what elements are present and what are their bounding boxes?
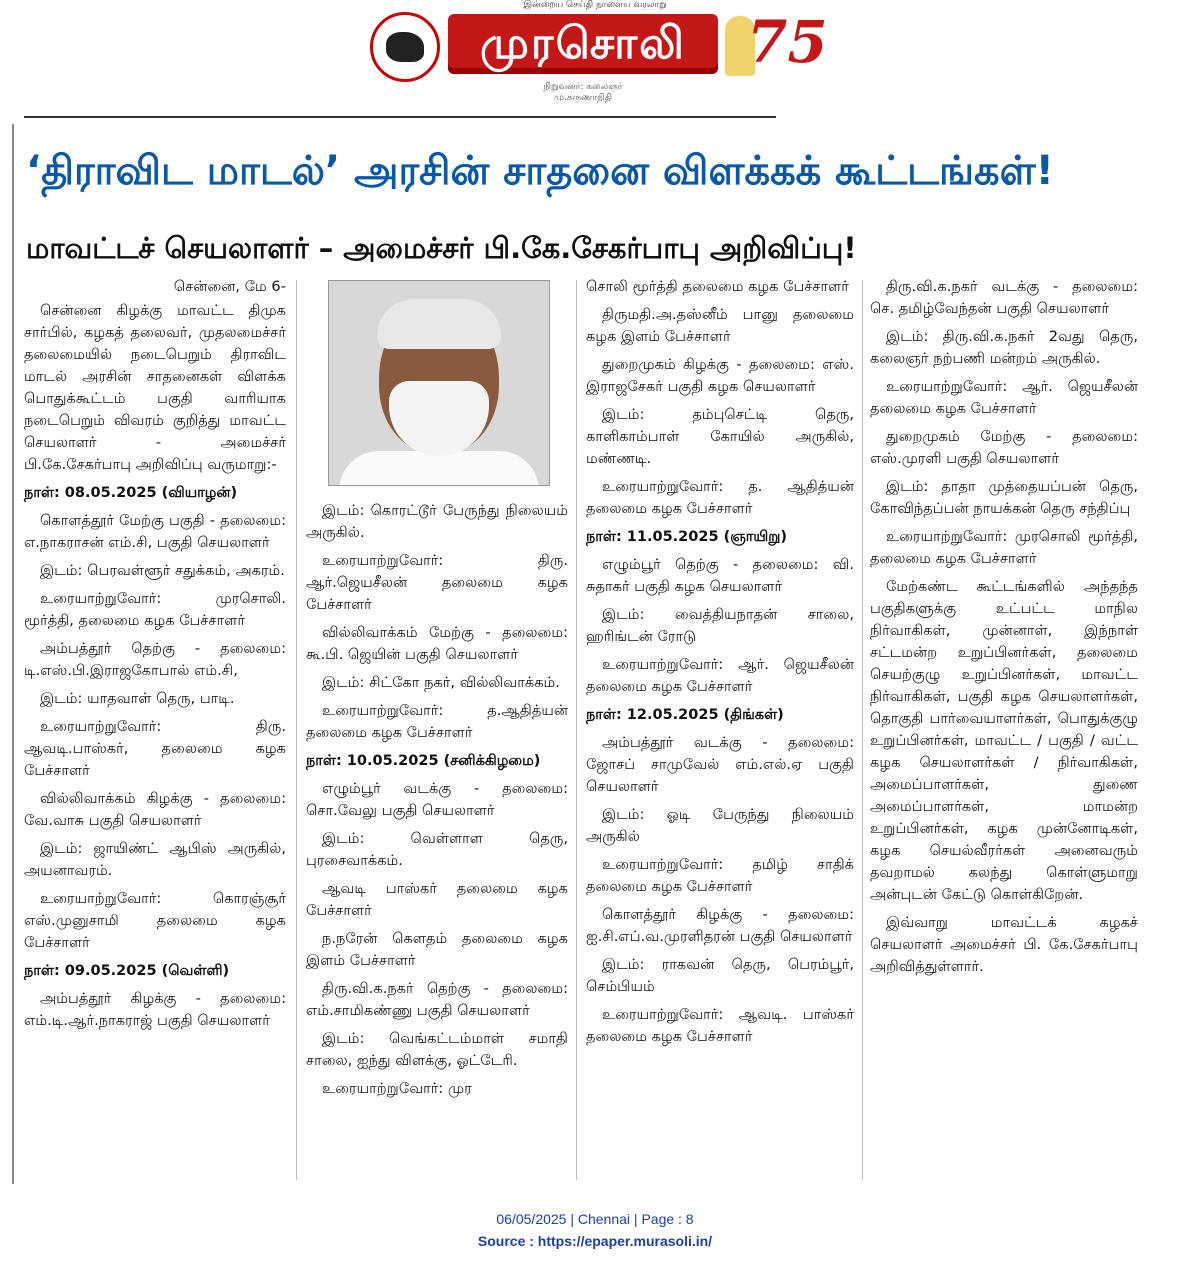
paragraph: இடம்: ராகவன் தெரு, பெரம்பூர், செம்பியம் <box>586 956 854 995</box>
paragraph: ந.நரேன் கௌதம் தலைமை கழக இளம் பேச்சாளர் <box>306 930 568 969</box>
dateline: சென்னை, மே 6- <box>173 278 286 295</box>
paragraph: கொளத்தூர் கிழக்கு - தலைமை: ஐ.சி.எப்.வ.முரளிதரன் பகுதி செயலாளர் <box>586 906 854 945</box>
paragraph: இடம்: சிட்கோ நகர், வில்லிவாக்கம். <box>322 674 560 691</box>
article-column-2 <box>306 500 568 1106</box>
anniversary-number: 75 <box>747 8 828 76</box>
margin-divider <box>12 124 14 1184</box>
paragraph: இடம்: ஓடி பேருந்து நிலையம் அருகில் <box>586 806 854 845</box>
minister-photo <box>328 280 550 486</box>
paragraph: சொலி மூர்த்தி தலைமை கழக பேச்சாளர் <box>586 278 849 295</box>
paragraph: வில்லிவாக்கம் மேற்கு - தலைமை: கூ.பி. ஜெயின் பகுதி செயலாளர் <box>306 624 568 663</box>
paragraph: திரு.வி.க.நகர் தெற்கு - தலைமை: எம்.சாமிகண்ணு பகுதி செயலாளர் <box>306 980 568 1019</box>
footer-date-page: 06/05/2025 | Chennai | Page : 8 <box>496 1211 694 1227</box>
meeting-date: நாள்: 12.05.2025 (திங்கள்) <box>586 707 784 723</box>
paragraph: உரையாற்றுவோர்: ஆர். ஜெயசீலன் தலைமை கழக பேச்சாளர் <box>586 656 854 695</box>
top-divider <box>24 116 776 118</box>
subheadline: மாவட்டச் செயலாளர் – அமைச்சர் பி.கே.சேகர்பாபு அறிவிப்பு! <box>26 231 857 265</box>
headline: ‘திராவிட மாடல்’ அரசின் சாதனை விளக்கக் கூட்டங்கள்! <box>26 148 1054 194</box>
article-column-1 <box>24 276 286 1038</box>
paragraph: இடம்: யாதவாள் தெரு, பாடி. <box>40 690 235 707</box>
meeting-date: நாள்: 10.05.2025 (சனிக்கிழமை) <box>306 753 541 769</box>
footer-source-link[interactable]: Source : https://epaper.murasoli.in/ <box>477 1233 713 1249</box>
meeting-date: நாள்: 09.05.2025 (வெள்ளி) <box>24 963 230 979</box>
party-emblem-icon <box>370 12 440 82</box>
paragraph: துறைமுகம் கிழக்கு - தலைமை: எஸ். இராஜசேகர் பகுதி கழக செயலாளர் <box>586 356 854 395</box>
column-divider <box>576 280 577 1180</box>
masthead-tagline: இன்றைய செய்தி நாளைய வரலாறு <box>523 0 667 10</box>
paragraph: உரையாற்றுவோர்: த. ஆதித்யன் தலைமை கழக பேச்சாளர் <box>586 478 854 517</box>
paragraph: இடம்: ஜாயிண்ட் ஆபிஸ் அருகில், அயனாவரம். <box>24 840 286 879</box>
anniversary-badge <box>725 8 828 88</box>
paragraph: இடம்: வைத்தியநாதன் சாலை, ஹரிங்டன் ரோடு <box>586 606 854 645</box>
paragraph: இடம்: தம்புசெட்டி தெரு, காளிகாம்பாள் கோயில் அருகில், மண்ணடி. <box>586 406 854 467</box>
paragraph: எழும்பூர் வடக்கு - தலைமை: சொ.வேலு பகுதி செயலாளர் <box>306 780 568 819</box>
paragraph: எழும்பூர் தெற்கு - தலைமை: வி. சுதாகர் பகுதி கழக செயலாளர் <box>586 556 854 595</box>
meeting-date: நாள்: 11.05.2025 (ஞாயிறு) <box>586 529 787 545</box>
meeting-date: நாள்: 08.05.2025 (வியாழன்) <box>24 485 238 501</box>
paragraph: இடம்: திரு.வி.க.நகர் 2வது தெரு, கலைஞர் நற்பணி மன்றம் அருகில். <box>870 328 1138 367</box>
paragraph: அம்பத்தூர் வடக்கு - தலைமை: ஜோசப் சாமுவேல் எம்.எல்.ஏ பகுதி செயலாளர் <box>586 734 854 795</box>
paragraph: உரையாற்றுவோர்: முரசொலி மூர்த்தி, தலைமை கழக பேச்சாளர் <box>870 528 1138 567</box>
newspaper-logo: முரசொலி <box>448 14 718 74</box>
paragraph: உரையாற்றுவோர்: முர <box>322 1080 472 1097</box>
paragraph: உரையாற்றுவோர்: ஆர். ஜெயசீலன் தலைமை கழக பேச்சாளர் <box>870 378 1138 417</box>
column-divider <box>862 280 863 1180</box>
paragraph: இடம்: பெரவள்ளூர் சதுக்கம், அகரம். <box>40 562 285 579</box>
paragraph: இடம்: கொரட்டூர் பேருந்து நிலையம் அருகில். <box>306 502 568 541</box>
logo-subtitle: நிறுவனர்: கலைஞர் மு.கருணாநிதி <box>543 82 623 103</box>
paragraph: உரையாற்றுவோர்: த.ஆதித்யன் தலைமை கழக பேச்சாளர் <box>306 702 568 741</box>
paragraph: வில்லிவாக்கம் கிழக்கு - தலைமை: வே.வாசு பகுதி செயலாளர் <box>24 790 286 829</box>
paragraph: கொளத்தூர் மேற்கு பகுதி - தலைமை: எ.நாகராசன் எம்.சி, பகுதி செயலாளர் <box>24 512 286 551</box>
paragraph: உரையாற்றுவோர்: தமிழ் சாதிக் தலைமை கழக பேச்சாளர் <box>586 856 854 895</box>
paragraph: உரையாற்றுவோர்: திரு. ஆவடி.பாஸ்கர், தலைமை கழக பேச்சாளர் <box>24 718 286 779</box>
paragraph: அம்பத்தூர் தெற்கு - தலைமை: டி.எஸ்.பி.இராஜகோபால் எம்.சி, <box>24 640 286 679</box>
paragraph: இடம்: வெங்கட்டம்மாள் சமாதி சாலை, ஐந்து விளக்கு, ஓட்டேரி. <box>306 1030 568 1069</box>
article-column-3 <box>586 276 854 1054</box>
paragraph: உரையாற்றுவோர்: முரசொலி. மூர்த்தி, தலைமை கழக பேச்சாளர் <box>24 590 286 629</box>
paragraph: திருமதி.அ.தஸ்னீம் பானு தலைமை கழக இளம் பேச்சாளர் <box>586 306 854 345</box>
paragraph: இடம்: வெள்ளாள தெரு, புரசைவாக்கம். <box>306 830 568 869</box>
paragraph: சென்னை கிழக்கு மாவட்ட திமுக சார்பில், கழகத் தலைவர், முதலமைச்சர் தலைமையில் நடைபெறும் திராவிட மாடல் அரசின் சாதனைகள் விளக்க பொதுக்கூட்டம் பகுதி வாரியாக நடைபெறும் விவரம் குறித்து மாவட்ட செயலாளர் - அமைச்சர் பி.கே.சேகர்பாபு அறிவிப்பு வருமாறு:- <box>24 302 286 473</box>
paragraph: அம்பத்தூர் கிழக்கு - தலைமை: எம்.டி.ஆர்.நாகராஜ் பகுதி செயலாளர் <box>24 990 286 1029</box>
paragraph: துறைமுகம் மேற்கு - தலைமை: எஸ்.முரளி பகுதி செயலாளர் <box>870 428 1138 467</box>
paragraph: ஆவடி பாஸ்கர் தலைமை கழக பேச்சாளர் <box>306 880 568 919</box>
page-footer <box>0 1208 1190 1252</box>
paragraph: உரையாற்றுவோர்: திரு. ஆர்.ஜெயசீலன் தலைமை கழக பேச்சாளர் <box>306 552 568 613</box>
paragraph: இவ்வாறு மாவட்டக் கழகச் செயலாளர் அமைச்சர் பி. கே.சேகர்பாபு அறிவித்துள்ளார். <box>870 914 1138 975</box>
column-divider <box>296 280 297 1180</box>
paragraph: இடம்: தாதா முத்தையப்பன் தெரு, கோவிந்தப்பன் நாயக்கன் தெரு சந்திப்பு <box>870 478 1138 517</box>
paragraph: திரு.வி.க.நகர் வடக்கு - தலைமை: செ. தமிழ்வேந்தன் பகுதி செயலாளர் <box>870 278 1138 317</box>
paragraph: மேற்கண்ட கூட்டங்களில் அந்தந்த பகுதிகளுக்கு உட்பட்ட மாநில நிர்வாகிகள், முன்னாள், இந்நாள் சட்டமன்ற உறுப்பினர்கள், தலைமை செயற்குழு உறுப்பினர்கள், மாவட்ட நிர்வாகிகள், பகுதி கழக செயலாளர்கள், தொகுதி பார்வையாளர்கள், பொதுக்குழு உறுப்பினர்கள், மாவட்ட / பகுதி / வட்ட கழக செயலாளர்கள் / நிர்வாகிகள், அமைப்பாளர்கள், துணை அமைப்பாளர்கள், மாமன்ற உறுப்பினர்கள், கழக முன்னோடிகள், கழக செயல்வீரர்கள் அனைவரும் தவறாமல் கலந்து கொள்ளுமாறு அன்புடன் கேட்டு கொள்கிறேன். <box>870 578 1138 903</box>
paragraph: உரையாற்றுவோர்: கொரஞ்சூர் எஸ்.முனுசாமி தலைமை கழக பேச்சாளர் <box>24 890 286 951</box>
article-column-4 <box>870 276 1138 984</box>
masthead <box>370 0 828 105</box>
paragraph: உரையாற்றுவோர்: ஆவடி. பாஸ்கர் தலைமை கழக பேச்சாளர் <box>586 1006 854 1045</box>
